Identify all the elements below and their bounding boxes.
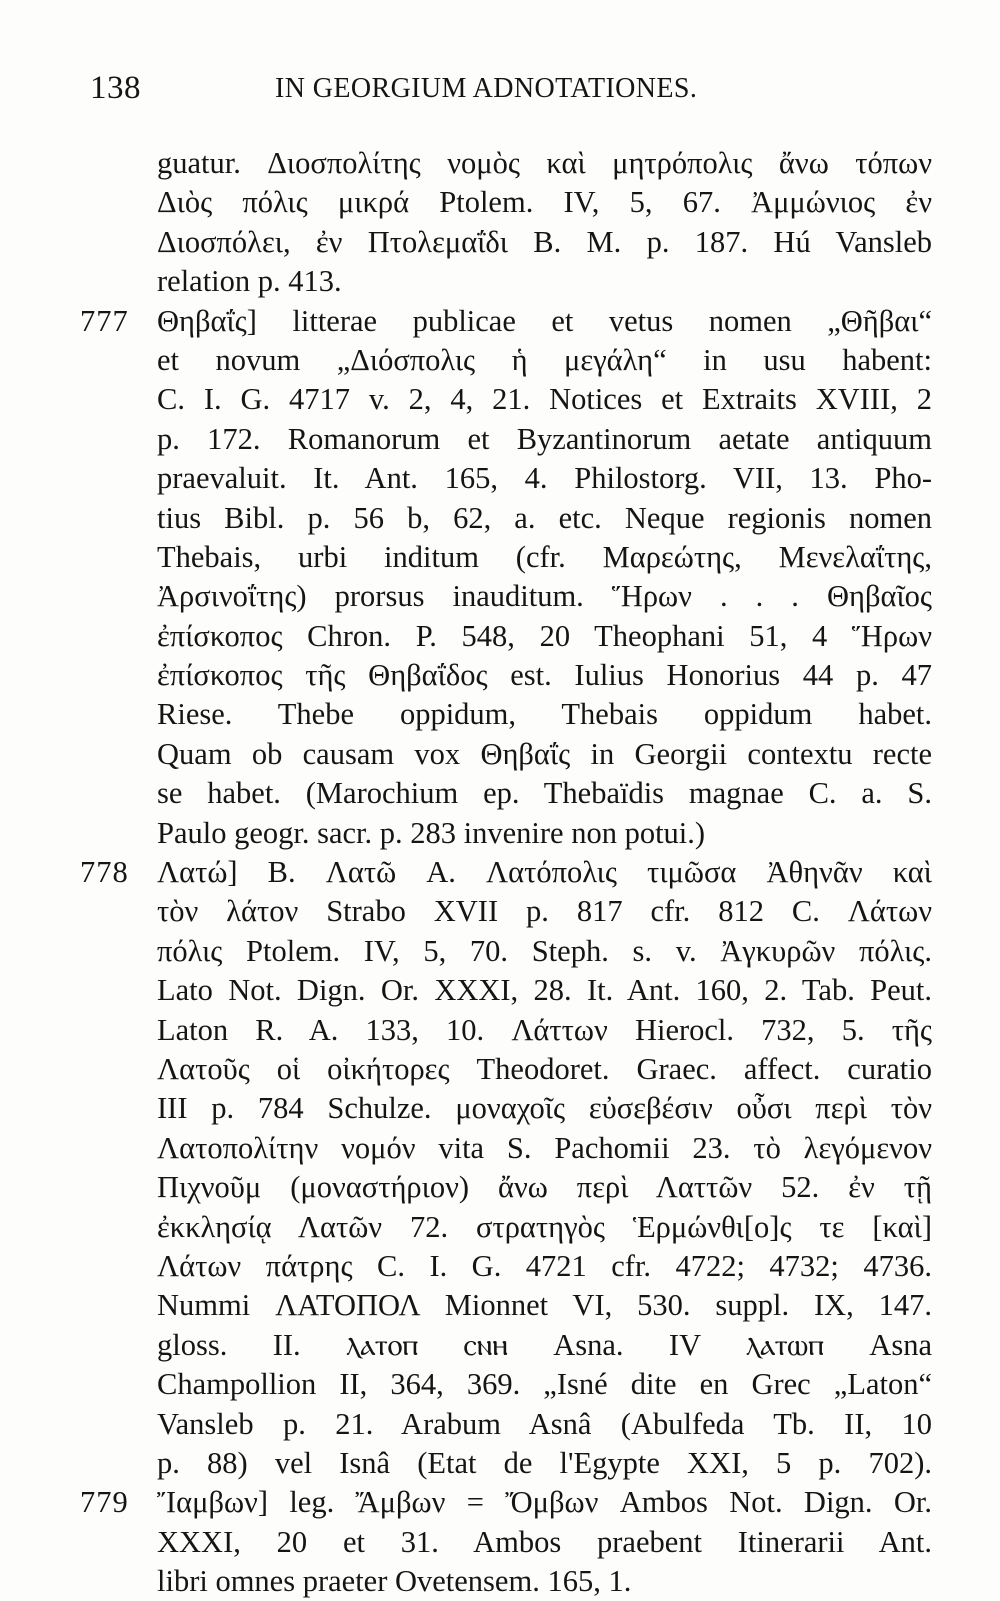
line-text: gloss. II. ⲗⲁⲧⲟⲡ ⲥⲛⲏ Asna. IV ⲗⲁⲧⲱⲡ Asna: [157, 1327, 932, 1362]
running-title: IN GEORGIUM ADNOTATIONES.: [275, 73, 698, 104]
line-text: Nummi ΛΑΤΟΠΟΛ Mionnet VI, 530. suppl. IX, 147.: [157, 1288, 932, 1323]
line-text: C. I. G. 4717 v. 2, 4, 21. Notices et Extraits XVIII, 2: [157, 382, 932, 417]
text-line: [80, 932, 940, 971]
text-line: [80, 971, 940, 1010]
line-text: p. 88) vel Isnâ (Etat de l'Egypte XXI, 5 p. 702).: [157, 1445, 932, 1480]
line-text: Lato Not. Dign. Or. XXXI, 28. It. Ant. 160, 2. Tab. Peut.: [157, 973, 932, 1008]
text-line: [80, 656, 940, 695]
line-text: Διοσπόλει, ἐν Πτολεμαΐδι B. M. p. 187. Hú Vansleb: [157, 224, 932, 259]
line-text: πόλις Ptolem. IV, 5, 70. Steph. s. v. Ἀγκυρῶν πόλις.: [157, 933, 932, 968]
line-text: III p. 784 Schulze. μοναχοῖς εὐσεβέσιν οὖσι περὶ τὸν: [157, 1091, 932, 1126]
text-line: [80, 1562, 940, 1601]
text-line: [80, 735, 940, 774]
text-line: [80, 853, 940, 892]
text-line: [80, 380, 940, 419]
line-text: Thebais, urbi inditum (cfr. Μαρεώτης, Μενελαΐτης,: [157, 539, 932, 574]
line-text: Champollion II, 364, 369. „Isné dite en Grec „Laton“: [157, 1367, 932, 1402]
page-number: 138: [90, 70, 141, 106]
entry-number: 779: [80, 1485, 129, 1520]
line-text: Ἀρσινοΐτης) prorsus inauditum. Ἥρων . . . Θηβαῖος: [157, 579, 932, 614]
line-text: Πιχνοῦμ (μοναστήριον) ἄνω περὶ Λαττῶν 52. ἐν τῇ: [157, 1170, 932, 1205]
text-line: [80, 1050, 940, 1089]
text-line: [80, 892, 940, 931]
entry-number: 777: [80, 303, 129, 338]
text-line: [80, 1168, 940, 1207]
line-text: Paulo geogr. sacr. p. 283 invenire non potui.): [157, 815, 706, 850]
text-line: [80, 1208, 940, 1247]
text-line: [80, 774, 940, 813]
text-line: [80, 1011, 940, 1050]
line-text: Vansleb p. 21. Arabum Asnâ (Abulfeda Tb. II, 10: [157, 1406, 932, 1441]
text-line: [80, 341, 940, 380]
text-line: [80, 1247, 940, 1286]
text-line: [80, 1365, 940, 1404]
line-text: Quam ob causam vox Θηβαΐς in Georgii contextu recte: [157, 736, 932, 771]
text-line: [80, 1286, 940, 1325]
line-text: XXXI, 20 et 31. Ambos praebent Itinerarii Ant.: [157, 1524, 932, 1559]
running-head: [90, 70, 930, 118]
text-line: [80, 223, 940, 262]
line-text: relation p. 413.: [157, 264, 342, 299]
line-text: p. 172. Romanorum et Byzantinorum aetate antiquum: [157, 421, 932, 456]
line-text: tius Bibl. p. 56 b, 62, a. etc. Neque regionis nomen: [157, 500, 932, 535]
line-text: Διὸς πόλις μικρά Ptolem. IV, 5, 67. Ἀμμώνιος ἐν: [157, 185, 932, 220]
line-text: τὸν λάτον Strabo XVII p. 817 cfr. 812 C. Λάτων: [157, 894, 932, 929]
text-line: [80, 420, 940, 459]
line-text: Λατοπολίτην νομόν vita S. Pachomii 23. τὸ λεγόμενον: [157, 1130, 932, 1165]
text-line: [80, 499, 940, 538]
line-text: Λατοῦς οἱ οἰκήτορες Theodoret. Graec. affect. curatio: [157, 1051, 932, 1086]
text-line: [80, 814, 940, 853]
line-text: Λάτων πάτρης C. I. G. 4721 cfr. 4722; 4732; 4736.: [157, 1248, 932, 1283]
text-line: [80, 262, 940, 301]
line-text: guatur. Διοσπολίτης νομὸς καὶ μητρόπολις ἄνω τόπων: [157, 146, 932, 180]
commentary-text: [80, 144, 940, 1601]
line-text: libri omnes praeter Ovetensem. 165, 1.: [157, 1564, 632, 1599]
line-text: ἐπίσκοπος Chron. P. 548, 20 Theophani 51, 4 Ἥρων: [157, 618, 932, 653]
text-line: [80, 302, 940, 341]
text-line: [80, 1129, 940, 1168]
text-line: [80, 1326, 940, 1365]
line-text: ἐκκλησίᾳ Λατῶν 72. στρατηγὸς Ἑρμώνθι[ο]ς τε [καὶ]: [157, 1209, 932, 1244]
text-line: [80, 617, 940, 656]
line-text: se habet. (Marochium ep. Thebaïdis magnae C. a. S.: [157, 776, 932, 811]
text-line: [80, 695, 940, 734]
text-line: [80, 183, 940, 222]
line-text: praevaluit. It. Ant. 165, 4. Philostorg. VII, 13. Pho-: [157, 461, 932, 496]
line-text: ἐπίσκοπος τῆς Θηβαΐδος est. Iulius Honorius 44 p. 47: [157, 658, 932, 693]
entry-number: 778: [80, 855, 129, 890]
line-text: Θηβαΐς] litterae publicae et vetus nomen „Θῆβαι“: [157, 303, 932, 338]
text-line: [80, 1483, 940, 1522]
text-line: [80, 1405, 940, 1444]
line-text: Λατώ] B. Λατῶ A. Λατόπολις τιμῶσα Ἀθηνᾶν καὶ: [157, 855, 932, 890]
text-line: [80, 1444, 940, 1483]
text-line: [80, 1089, 940, 1128]
text-line: [80, 577, 940, 616]
text-line: [80, 459, 940, 498]
text-line: [80, 538, 940, 577]
line-text: Ἴαμβων] leg. Ἄμβων = Ὄμβων Ambos Not. Dign. Or.: [157, 1485, 932, 1520]
line-text: et novum „Διόσπολις ἡ μεγάλη“ in usu habent:: [157, 342, 932, 377]
line-text: Laton R. A. 133, 10. Λάττων Hierocl. 732, 5. τῆς: [157, 1012, 932, 1047]
text-line: [80, 1523, 940, 1562]
text-line: [80, 144, 940, 183]
line-text: Riese. Thebe oppidum, Thebais oppidum habet.: [157, 697, 932, 732]
